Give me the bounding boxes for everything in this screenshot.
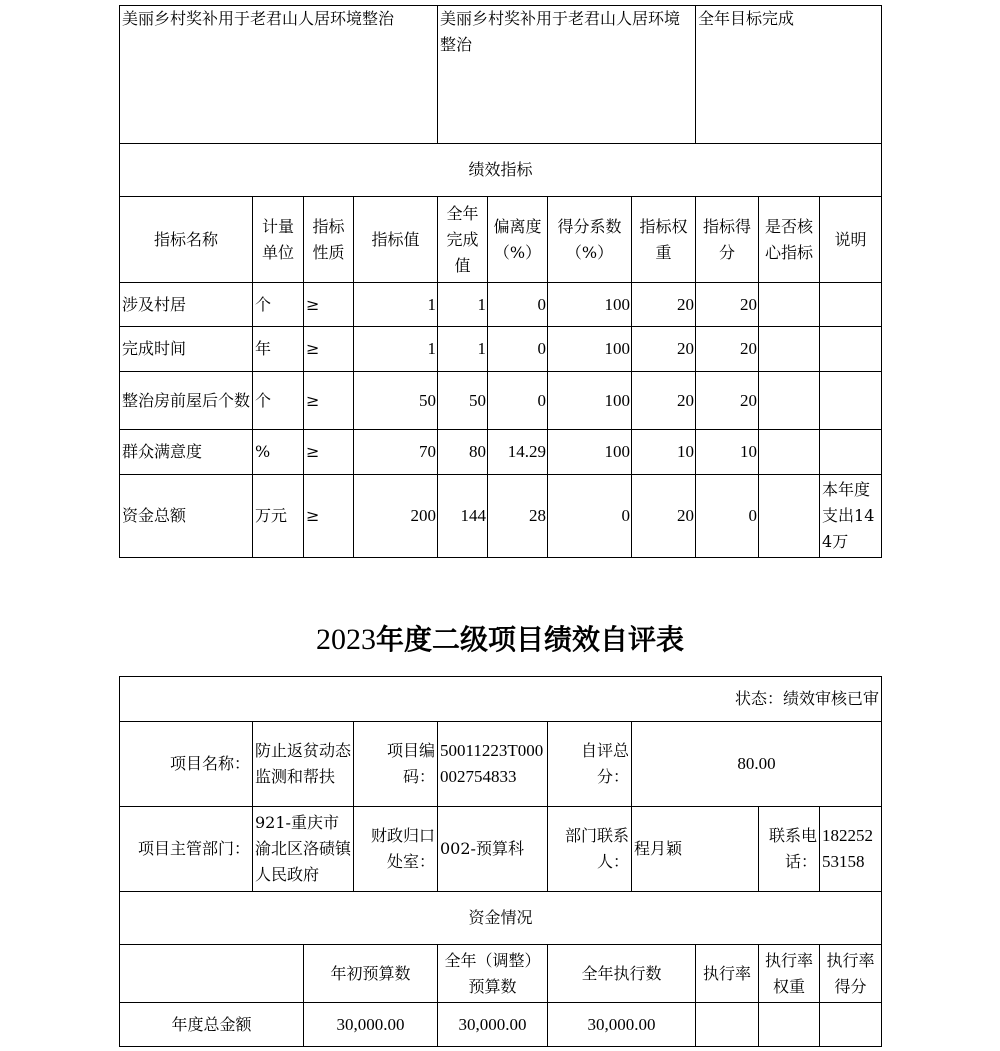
funds-header-blank [120,945,304,1003]
indicator-coefficient: 100 [548,327,632,372]
indicator-core [759,430,820,475]
indicator-weight: 10 [632,430,696,475]
indicator-score: 20 [696,327,759,372]
indicator-score: 20 [696,372,759,430]
indicator-name: 群众满意度 [120,430,253,475]
indicator-coefficient: 0 [548,475,632,558]
indicator-deviation: 14.29 [488,430,548,475]
indicator-unit: 个 [253,283,304,327]
header-weight: 指标权重 [632,197,696,283]
contact-value: 程月颖 [632,807,759,892]
indicator-coefficient: 100 [548,283,632,327]
indicator-actual: 144 [438,475,488,558]
table-row [120,1003,882,1047]
funds-rate-score-value [820,1003,882,1047]
funds-header-rate: 执行率 [696,945,759,1003]
header-actual: 全年完成值 [438,197,488,283]
indicator-coefficient: 100 [548,372,632,430]
header-nature: 指标性质 [304,197,354,283]
project-name-value: 防止返贫动态监测和帮扶 [253,722,354,807]
indicators-section-title: 绩效指标 [120,144,882,197]
indicator-target: 1 [354,327,438,372]
indicator-coefficient: 100 [548,430,632,475]
indicator-note: 本年度支出144万 [820,475,882,558]
table-row [120,430,882,475]
header-indicator-name: 指标名称 [120,197,253,283]
indicator-actual: 1 [438,283,488,327]
header-target: 指标值 [354,197,438,283]
header-unit: 计量单位 [253,197,304,283]
indicator-weight: 20 [632,475,696,558]
goal-content-left: 美丽乡村奖补用于老君山人居环境整治 [120,6,438,144]
header-score: 指标得分 [696,197,759,283]
indicator-score: 10 [696,430,759,475]
indicator-nature: ≥ [304,327,354,372]
self-score-value: 80.00 [632,722,882,807]
document-title [0,620,1000,660]
finance-office-label: 财政归口处室： [354,807,438,892]
dept-value: 921-重庆市渝北区洛碛镇人民政府 [253,807,354,892]
funds-header-rate-score: 执行率得分 [820,945,882,1003]
indicator-weight: 20 [632,372,696,430]
funds-rate-weight-value [759,1003,820,1047]
document-title-year: 2023 [315,623,376,656]
indicator-target: 70 [354,430,438,475]
funds-header-adjusted: 全年（调整）预算数 [438,945,548,1003]
header-deviation: 偏离度（%） [488,197,548,283]
indicator-unit: 万元 [253,475,304,558]
indicator-name: 资金总额 [120,475,253,558]
project-name-label: 项目名称： [120,722,253,807]
indicator-name: 涉及村居 [120,283,253,327]
indicator-name: 完成时间 [120,327,253,372]
indicator-target: 50 [354,372,438,430]
indicator-deviation: 0 [488,372,548,430]
funds-section-title: 资金情况 [120,892,882,945]
funds-adjusted-value: 30,000.00 [438,1003,548,1047]
indicator-nature: ≥ [304,475,354,558]
indicator-core [759,475,820,558]
self-evaluation-form-table [119,676,882,1047]
indicator-unit: % [253,430,304,475]
funds-header-executed: 全年执行数 [548,945,696,1003]
indicator-nature: ≥ [304,372,354,430]
indicator-unit: 个 [253,372,304,430]
indicator-core [759,283,820,327]
document-title-text: 年度二级项目绩效自评表 [375,623,684,656]
funds-initial-value: 30,000.00 [304,1003,438,1047]
indicator-weight: 20 [632,327,696,372]
indicator-core [759,327,820,372]
indicator-note [820,372,882,430]
indicator-deviation: 0 [488,283,548,327]
indicator-core [759,372,820,430]
indicator-nature: ≥ [304,430,354,475]
table-row [120,475,882,558]
indicator-note [820,327,882,372]
indicator-unit: 年 [253,327,304,372]
indicator-target: 200 [354,475,438,558]
phone-label: 联系电话： [759,807,820,892]
funds-header-rate-weight: 执行率权重 [759,945,820,1003]
contact-label: 部门联系人： [548,807,632,892]
indicator-score: 0 [696,475,759,558]
indicator-actual: 50 [438,372,488,430]
indicator-note [820,430,882,475]
indicator-actual: 80 [438,430,488,475]
indicator-target: 1 [354,283,438,327]
goal-content-mid: 美丽乡村奖补用于老君山人居环境整治 [438,6,696,144]
indicator-deviation: 0 [488,327,548,372]
indicator-score: 20 [696,283,759,327]
table-row [120,372,882,430]
indicator-name: 整治房前屋后个数 [120,372,253,430]
header-coefficient: 得分系数（%） [548,197,632,283]
goal-status: 全年目标完成 [696,6,882,144]
header-note: 说明 [820,197,882,283]
dept-label: 项目主管部门： [120,807,253,892]
phone-value: 18225253158 [820,807,882,892]
header-core: 是否核心指标 [759,197,820,283]
indicator-nature: ≥ [304,283,354,327]
table-row [120,283,882,327]
project-code-label: 项目编码： [354,722,438,807]
funds-executed-value: 30,000.00 [548,1003,696,1047]
finance-office-value: 002-预算科 [438,807,548,892]
self-score-label: 自评总分： [548,722,632,807]
indicator-actual: 1 [438,327,488,372]
table-row [120,327,882,372]
funds-rate-value [696,1003,759,1047]
funds-row-label: 年度总金额 [120,1003,304,1047]
indicator-deviation: 28 [488,475,548,558]
status-label: 状态：绩效审核已审 [120,677,882,722]
indicator-weight: 20 [632,283,696,327]
performance-indicators-table [119,5,882,558]
project-code-value: 50011223T000002754833 [438,722,548,807]
indicator-note [820,283,882,327]
funds-header-initial: 年初预算数 [304,945,438,1003]
